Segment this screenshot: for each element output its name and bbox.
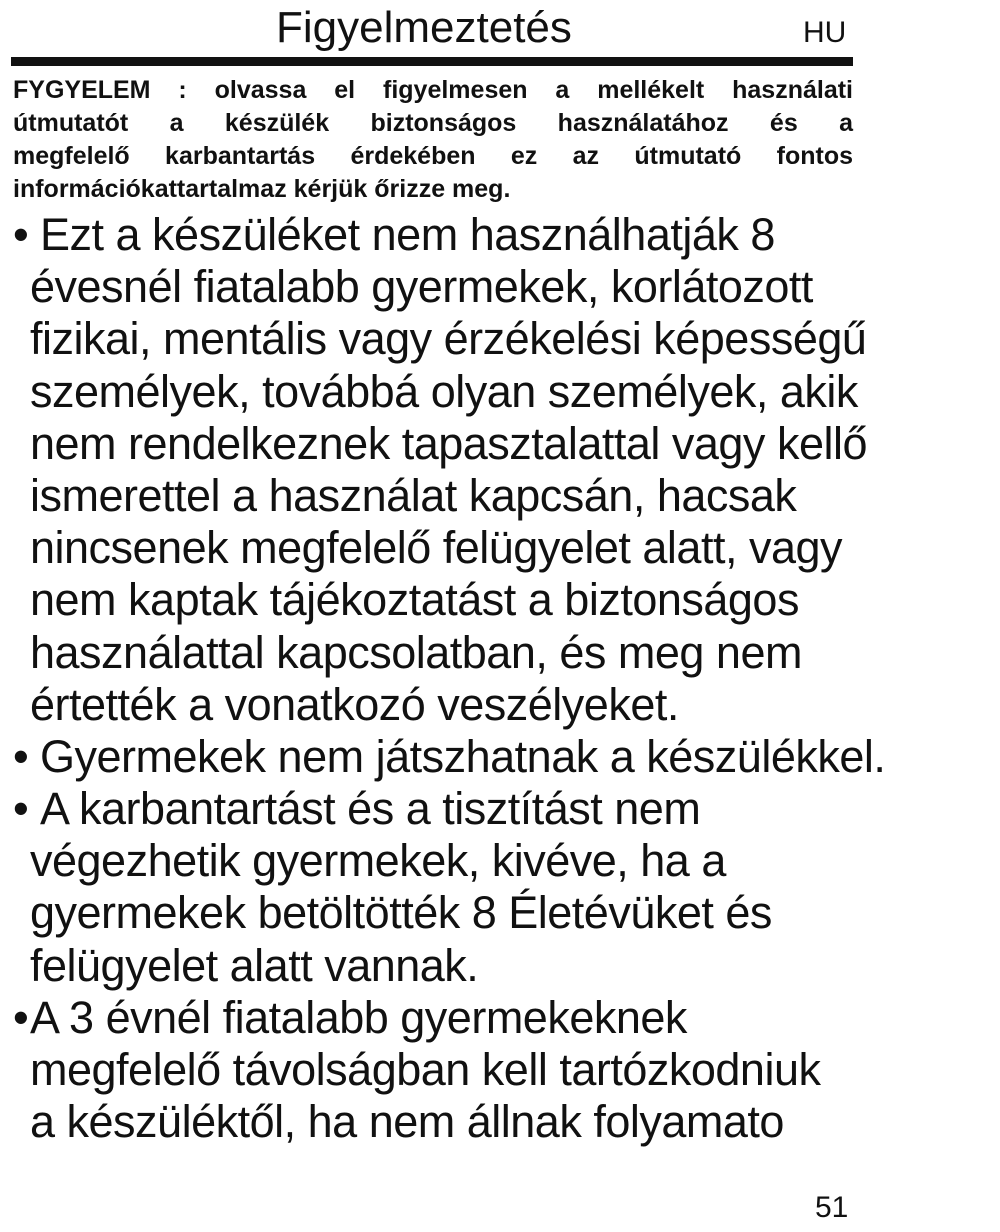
bullet-line — [0, 574, 1000, 626]
bullet-text: ismerettel a használat kapcsán, hacsak — [30, 469, 797, 521]
bullet-line — [0, 783, 1000, 835]
bullet-line — [0, 522, 1000, 574]
bullet-text: értették a vonatkozó veszélyeket. — [30, 678, 679, 730]
bullet-text: Ezt a készüléket nem használhatják 8 — [40, 209, 775, 260]
bullet-text: Gyermekek nem játszhatnak a készülékkel. — [40, 730, 886, 782]
bullet-text: fizikai, mentális vagy érzékelési képességű — [30, 313, 867, 365]
warning-paragraph — [13, 74, 853, 206]
warning-line: információkattartalmaz kérjük őrizze meg. — [13, 175, 511, 203]
bullet-marker: • — [13, 209, 29, 260]
bullet-line — [0, 679, 1000, 731]
bullet-marker: • — [13, 783, 29, 835]
bullet-text: nem rendelkeznek tapasztalattal vagy kellő — [30, 417, 867, 469]
warning-line: útmutatót a készülék biztonságos használatához és a — [13, 109, 853, 137]
bullet-line — [0, 418, 1000, 470]
bullet-text: megfelelő távolságban kell tartózkodniuk — [30, 1044, 821, 1095]
bullet-line — [0, 992, 1000, 1044]
bullet-text: nem kaptak tájékoztatást a biztonságos — [30, 574, 799, 626]
bullet-line — [0, 627, 1000, 679]
bullet-list — [0, 209, 1000, 1148]
bullet-text: személyek, továbbá olyan személyek, akik — [30, 365, 858, 417]
bullet-line — [0, 261, 1000, 313]
bullet-line — [0, 940, 1000, 992]
bullet-marker: • — [13, 730, 29, 782]
bullet-text: A karbantartást és a tisztítást nem — [40, 783, 701, 835]
page-title: Figyelmeztetés — [276, 3, 572, 52]
bullet-line — [0, 470, 1000, 522]
bullet-text: évesnél fiatalabb gyermekek, korlátozott — [30, 261, 813, 313]
bullet-line — [0, 1044, 1000, 1096]
bullet-text: gyermekek betöltötték 8 Életévüket és — [30, 887, 772, 939]
bullet-line — [0, 887, 1000, 939]
warning-line: FYGYELEM : olvassa el figyelmesen a mellékelt használati — [13, 76, 853, 104]
title-rule — [11, 57, 853, 66]
bullet-line — [0, 1096, 1000, 1148]
bullet-text: nincsenek megfelelő felügyelet alatt, vagy — [30, 522, 843, 574]
bullet-line — [0, 366, 1000, 418]
bullet-marker: • — [13, 991, 29, 1043]
bullet-text: használattal kapcsolatban, és meg nem — [30, 626, 802, 678]
bullet-line — [0, 731, 1000, 783]
bullet-text: a készüléktől, ha nem állnak folyamato — [30, 1096, 784, 1148]
bullet-line — [0, 313, 1000, 365]
language-code: HU — [803, 16, 847, 49]
bullet-text: felügyelet alatt vannak. — [30, 939, 479, 991]
page-number: 51 — [815, 1191, 849, 1224]
bullet-line — [0, 209, 1000, 261]
bullet-line — [0, 835, 1000, 887]
bullet-text: végezhetik gyermekek, kivéve, ha a — [30, 835, 726, 887]
warning-line: megfelelő karbantartás érdekében ez az útmutató fontos — [13, 142, 853, 170]
bullet-text: A 3 évnél fiatalabb gyermekeknek — [30, 991, 687, 1043]
